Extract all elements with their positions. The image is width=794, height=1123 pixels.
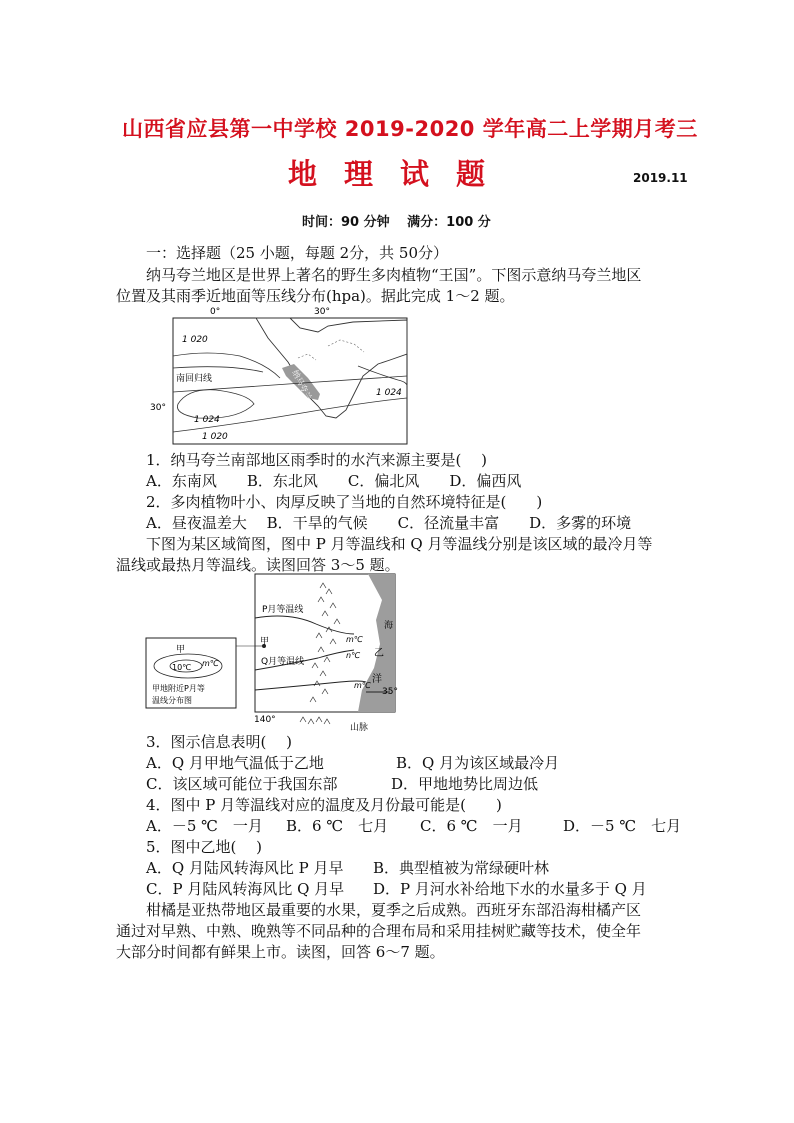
q4-option-c: C．6 ℃ 一月 <box>420 817 523 835</box>
section-heading: 一：选择题（25 小题，每题 2分，共 50分） <box>146 244 449 262</box>
q1-options: A．东南风 B．东北风 C．偏北风 D．偏西风 <box>146 472 522 490</box>
m-c-label-2: m℃ <box>354 681 371 690</box>
hai-label: 海 <box>384 621 394 631</box>
q5-option-b: B．典型植被为常绿硬叶林 <box>373 859 550 877</box>
intro-paragraph-3-cont2: 大部分时间都有鲜果上市。读图，回答 6～7 题。 <box>116 943 445 961</box>
inset-jia-label: 甲 <box>176 645 186 655</box>
q3-stem: 3．图示信息表明( ) <box>146 733 293 751</box>
q3-option-b: B．Q 月为该区域最冷月 <box>396 754 560 772</box>
intro-paragraph-2: 下图为某区域简图，图中 P 月等温线和 Q 月等温线分别是该区域的最冷月等 <box>146 535 653 553</box>
q3-option-c: C．该区域可能位于我国东部 <box>146 775 338 793</box>
p-isotherm-label: P月等温线 <box>262 605 304 615</box>
jia-label: 甲 <box>260 637 270 647</box>
q-isotherm-label: Q月等温线 <box>261 657 305 667</box>
intro-paragraph-2-cont: 温线或最热月等温线。读图回答 3～5 题。 <box>116 556 400 574</box>
lon0-label: 0° <box>210 307 221 317</box>
isobar-1020-top-label: 1 020 <box>182 335 208 345</box>
isobar-1024-right-label: 1 024 <box>376 388 402 398</box>
isobar-1020-bottom-label: 1 020 <box>202 432 228 442</box>
q1-stem: 1．纳马夸兰南部地区雨季时的水汽来源主要是( ) <box>146 451 488 469</box>
inset-10c-label: 10℃ <box>172 663 192 672</box>
q3-option-a: A．Q 月甲地气温低于乙地 <box>146 754 324 772</box>
intro-paragraph-1-cont: 位置及其雨季近地面等压线分布(hpa)。据此完成 1～2 题。 <box>116 287 515 305</box>
lat35-label: 35° <box>382 687 398 697</box>
namaqualand-isobar-map <box>150 306 410 448</box>
q5-option-d: D．P 月河水补给地下水的水量多于 Q 月 <box>373 880 647 898</box>
q4-stem: 4．图中 P 月等温线对应的温度及月份最可能是( ) <box>146 796 502 814</box>
q5-option-a: A．Q 月陆风转海风比 P 月早 <box>146 859 344 877</box>
lon140-label: 140° <box>254 715 276 725</box>
q3-option-d: D．甲地地势比周边低 <box>391 775 539 793</box>
q2-stem: 2．多肉植物叶小、肉厚反映了当地的自然环境特征是( ) <box>146 493 543 511</box>
intro-paragraph-1: 纳马夸兰地区是世界上著名的野生多肉植物“王国”。下图示意纳马夸兰地区 <box>146 266 642 284</box>
school-title: 山西省应县第一中学校 2019-2020 学年高二上学期月考三 <box>122 117 698 141</box>
inset-caption-line1: 甲地附近P月等 <box>152 684 205 693</box>
intro-paragraph-3: 柑橘是亚热带地区最重要的水果，夏季之后成熟。西班牙东部沿海柑橘产区 <box>146 901 642 919</box>
intro-paragraph-3-cont1: 通过对早熟、中熟、晚熟等不同品种的合理布局和采用挂树贮藏等技术，使全年 <box>116 922 642 940</box>
subject-title: 地理试题 <box>288 157 513 191</box>
mountain-label: 山脉 <box>350 723 369 733</box>
yang-label: 洋 <box>372 674 382 685</box>
lon30-label: 30° <box>314 307 330 317</box>
time-score-info: 时间：90 分钟 满分：100 分 <box>302 215 491 230</box>
yi-label: 乙 <box>374 648 384 659</box>
n-c-label: n℃ <box>346 651 361 660</box>
isotherm-region-map <box>140 572 400 734</box>
namaqualand-label: 纳马夸兰 <box>290 368 314 402</box>
q4-option-d: D．－5 ℃ 七月 <box>563 817 682 835</box>
q4-option-a: A．－5 ℃ 一月 <box>146 817 263 835</box>
q5-option-c: C．P 月陆风转海风比 Q 月早 <box>146 880 345 898</box>
q2-options: A．昼夜温差大 B．干旱的气候 C．径流量丰富 D．多雾的环境 <box>146 514 632 532</box>
isobar-1024-left-label: 1 024 <box>194 415 220 425</box>
tropic-label: 南回归线 <box>176 374 213 384</box>
inset-caption-line2: 温线分布图 <box>152 696 192 705</box>
inset-mc-label: m℃ <box>202 659 219 668</box>
q4-option-b: B．6 ℃ 七月 <box>286 817 389 835</box>
m-c-label-1: m℃ <box>346 635 363 644</box>
lat30-label: 30° <box>150 403 166 413</box>
q5-stem: 5．图中乙地( ) <box>146 838 263 856</box>
exam-date: 2019.11 <box>633 171 688 185</box>
